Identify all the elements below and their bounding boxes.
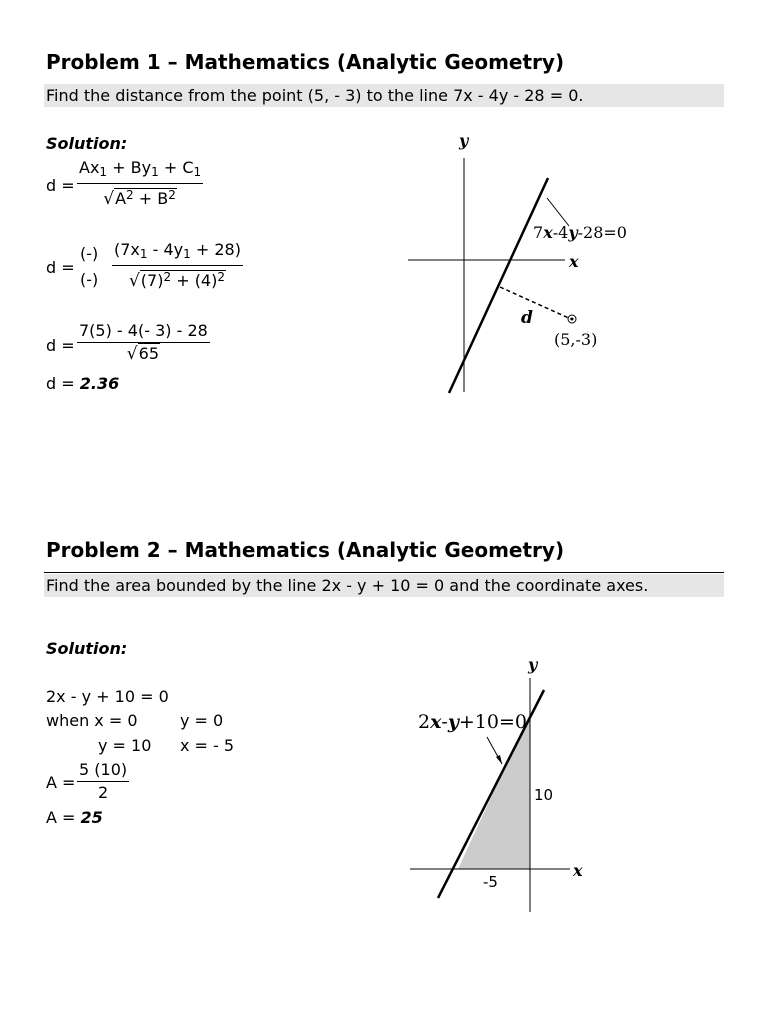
fig2-line-label: 2x-y+10=0 [418,711,527,733]
fig2-base-label: -5 [483,873,498,891]
y-zero: y = 0 [180,711,224,730]
problem2-statement: Find the area bounded by the line 2x - y + 10 = 0 and the coordinate axes. [44,574,724,597]
formula-d-label: d = [46,176,75,195]
y-intercept: y = 10 [98,736,152,755]
fig1-y-label: y [459,131,469,150]
area-fraction: $\frac{5 (10)}{2}$ [79,760,128,802]
fig2-y-label: y [528,655,538,674]
sign-top: (-) [80,244,99,263]
fig1-x-label: x [569,252,579,271]
area-label: A = [46,773,76,792]
fig2-x-label: x [573,861,583,880]
problem2-solution-label: Solution: [46,639,128,658]
problem1-solution-label: Solution: [46,134,128,153]
problem2-title: Problem 2 – Mathematics (Analytic Geometry) [46,538,565,562]
problem1-title: Problem 1 – Mathematics (Analytic Geometry) [46,50,565,74]
step3-d-label: d = [46,336,75,355]
problem1-result-value: 2.36 [79,374,120,393]
distance-formula: $\frac{Ax_1 + By_1 + C_1}{√A^2 + B^2}$ [79,158,202,209]
x-intercept: x = - 5 [180,736,235,755]
fig1-line-label: 7x-4y-28=0 [533,223,627,242]
problem2-result: A = 25 [46,808,103,827]
problem2-result-value: 25 [80,808,103,827]
fig2-height-label: 10 [534,786,554,804]
problem1-statement: Find the distance from the point (5, - 3) to the line 7x - 4y - 28 = 0. [44,84,724,107]
equation-line: 2x - y + 10 = 0 [46,687,169,706]
sign-bottom: (-) [80,270,99,289]
fig1-point-label: (5,-3) [554,330,598,349]
problem1-result: d = 2.36 [46,374,120,393]
step3-fraction: $\frac{7(5) - 4(- 3) - 28}{√65}$ [79,321,208,364]
fig2-pointer-arrowhead [496,755,502,764]
step2-fraction: $\frac{(7x_1 - 4y_1 + 28)}{√(7)^2 + (4)^2}$ [114,240,241,291]
when-x-line: when x = 0 [46,711,138,730]
fig1-d-label: d [521,308,533,328]
step2-d-label: d = [46,258,75,277]
